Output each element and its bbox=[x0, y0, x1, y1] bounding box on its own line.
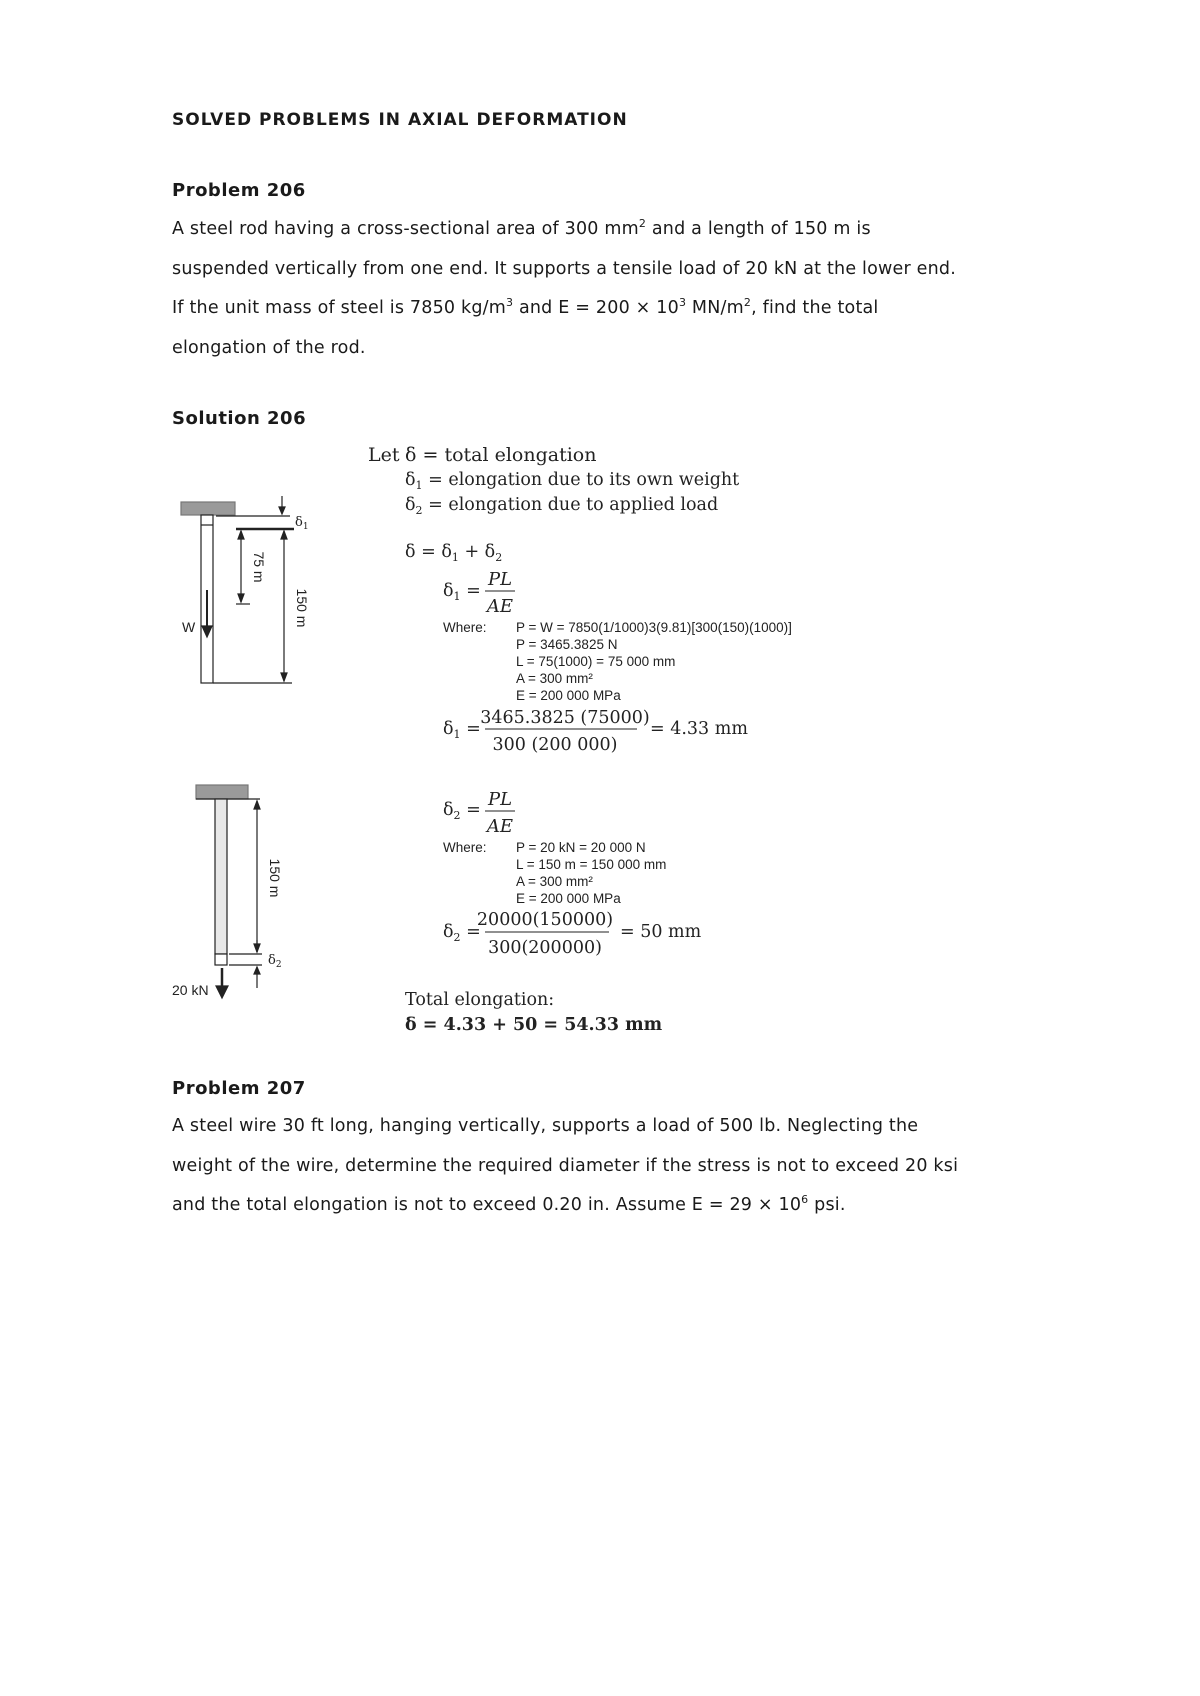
delta2-formula-num: PL bbox=[487, 789, 513, 810]
delta2-formula-lhs: $\delta_2$ = bbox=[443, 800, 481, 822]
rod bbox=[215, 799, 227, 954]
problem-206-heading: Problem 206 bbox=[172, 180, 306, 201]
where-2-line-4: E = 200 000 MPa bbox=[516, 891, 621, 906]
delta2-calc-lhs: $\delta_2$ = bbox=[443, 922, 481, 944]
sum-equation: $\delta = \delta_1 + \delta_2$ bbox=[405, 542, 503, 564]
where-label-1: Where: bbox=[443, 620, 487, 635]
document-title: SOLVED PROBLEMS IN AXIAL DEFORMATION bbox=[172, 110, 628, 130]
solution-equations bbox=[368, 444, 792, 1035]
where-1-line-2: P = 3465.3825 N bbox=[516, 637, 618, 652]
delta2-result: = 50 mm bbox=[620, 922, 702, 942]
where-1-line-4: A = 300 mm² bbox=[516, 671, 593, 686]
load-20kn-label: 20 kN bbox=[172, 982, 209, 998]
load-w-label: W bbox=[182, 619, 196, 635]
where-2-line-2: L = 150 m = 150 000 mm bbox=[516, 857, 667, 872]
where-label-2: Where: bbox=[443, 840, 487, 855]
dim-150m-label-2: 150 m bbox=[267, 858, 283, 898]
delta2-formula-den: AE bbox=[486, 816, 514, 837]
delta1-formula-num: PL bbox=[487, 569, 513, 590]
problem-206-line-2: suspended vertically from one end. It supports a tensile load of 20 kN at the lower end. bbox=[172, 258, 956, 279]
def-total-elongation: δ = total elongation bbox=[405, 444, 597, 466]
fixed-support bbox=[181, 502, 235, 515]
where-1-line-3: L = 75(1000) = 75 000 mm bbox=[516, 654, 676, 669]
delta1-calc-lhs: $\delta_1$ = bbox=[443, 719, 481, 741]
problem-207-heading: Problem 207 bbox=[172, 1078, 306, 1099]
problem-207-line-3: and the total elongation is not to exceed 0.20 in. Assume $E = 29 \times 10^6$ psi. bbox=[172, 1193, 846, 1215]
total-elongation-equation: δ = 4.33 + 50 = 54.33 mm bbox=[405, 1015, 663, 1035]
delta1-formula-den: AE bbox=[486, 596, 514, 617]
rod-diagram-applied-load bbox=[196, 785, 262, 998]
problem-206-line-4: elongation of the rod. bbox=[172, 337, 366, 358]
problem-207-line-1: A steel wire 30 ft long, hanging vertically, supports a load of 500 lb. Neglecting the bbox=[172, 1116, 919, 1136]
let-label: Let bbox=[368, 444, 400, 466]
rod-diagram-own-weight bbox=[181, 496, 294, 683]
problem-207-line-2: weight of the wire, determine the required diameter if the stress is not to exceed 20 ksi bbox=[172, 1155, 959, 1176]
where-2-line-3: A = 300 mm² bbox=[516, 874, 593, 889]
delta1-label: $\delta_1$ bbox=[295, 515, 309, 532]
delta1-calc-den: 300 (200 000) bbox=[492, 735, 618, 755]
delta1-result: = 4.33 mm bbox=[650, 719, 748, 739]
def-delta2: $\delta_2$ = elongation due to applied load bbox=[405, 495, 719, 517]
def-delta1: $\delta_1$ = elongation due to its own weight bbox=[405, 470, 740, 492]
dim-150m-label: 150 m bbox=[294, 588, 310, 628]
delta1-formula-lhs: $\delta_1$ = bbox=[443, 581, 481, 603]
solution-206-heading: Solution 206 bbox=[172, 408, 307, 429]
where-1-line-1: P = W = 7850(1/1000)3(9.81)[300(150)(1000)] bbox=[516, 620, 792, 635]
where-2-line-1: P = 20 kN = 20 000 N bbox=[516, 840, 646, 855]
delta2-calc-den: 300(200000) bbox=[488, 938, 602, 958]
problem-206-line-3: If the unit mass of steel is 7850 $kg/m^3$ and $E = 200 \times 10^3$ $MN/m^2$, find the total bbox=[172, 296, 879, 318]
delta1-calc-num: 3465.3825 (75000) bbox=[480, 708, 650, 728]
problem-207-text bbox=[172, 1107, 1052, 1226]
dim-75m-label: 75 m bbox=[251, 551, 267, 583]
fixed-support bbox=[196, 785, 248, 799]
total-elongation-label: Total elongation: bbox=[405, 990, 555, 1010]
where-1-line-5: E = 200 000 MPa bbox=[516, 688, 621, 703]
delta2-calc-num: 20000(150000) bbox=[476, 910, 614, 930]
problem-206-line-1: A steel rod having a cross-sectional area of 300 $mm^2$ and a length of 150 m is bbox=[172, 217, 871, 239]
delta2-label: $\delta_2$ bbox=[268, 953, 282, 970]
